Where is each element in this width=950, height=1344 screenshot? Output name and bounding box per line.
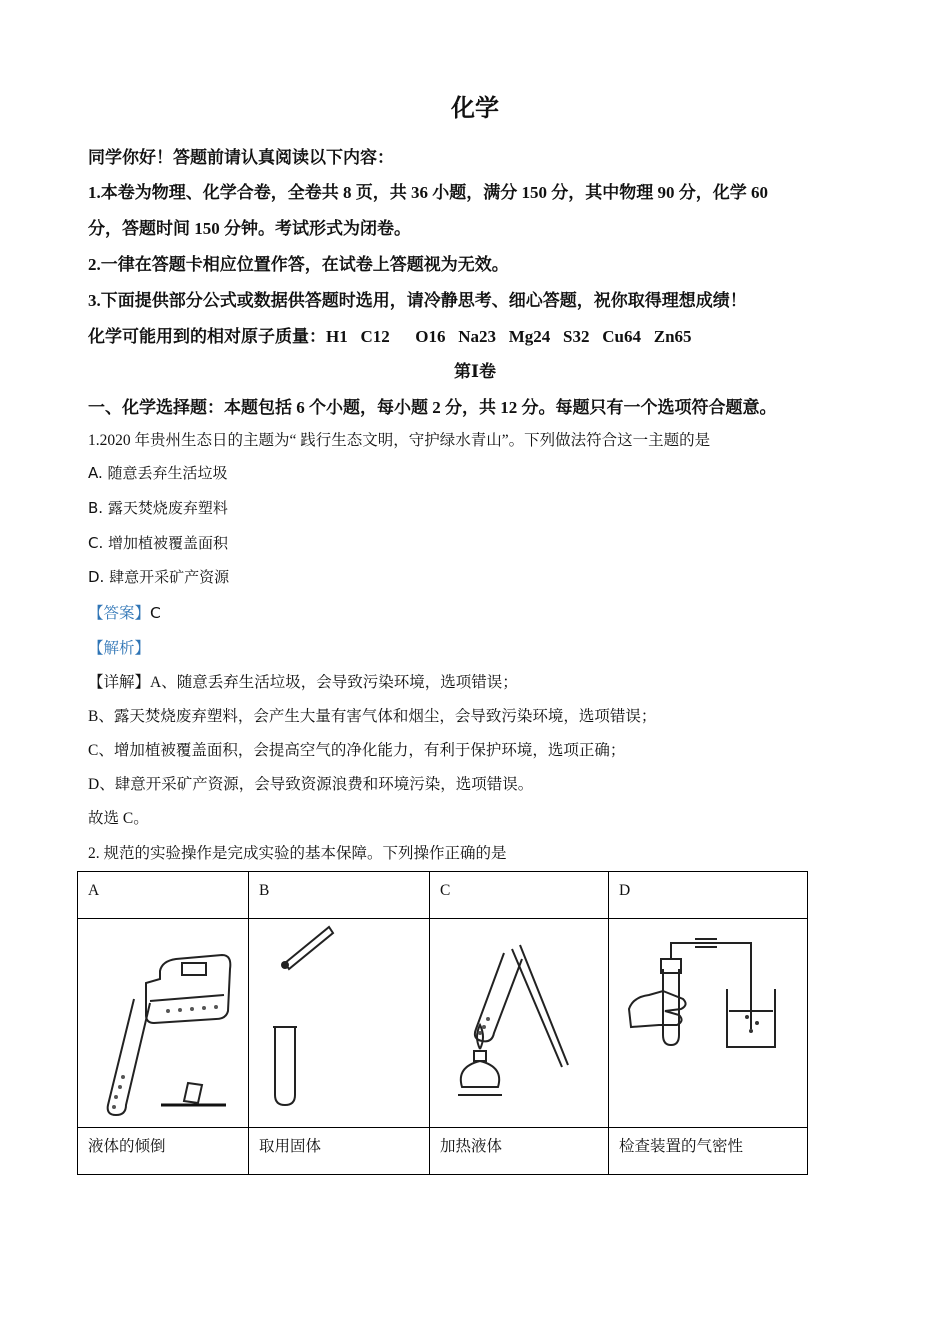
page-title: 化学 bbox=[451, 96, 499, 122]
options-table bbox=[77, 871, 808, 1175]
header-a: A bbox=[78, 872, 249, 919]
detail-b: B、露天焚烧废弃塑料，会产生大量有害气体和烟尘，会导致污染环境，选项错误； bbox=[88, 708, 657, 725]
header-d: D bbox=[609, 872, 808, 919]
image-cell-c bbox=[430, 919, 609, 1128]
intro-rule-3: 3.下面提供部分公式或数据供答题时选用，请冷静思考、细心答题，祝你取得理想成绩！ bbox=[88, 291, 747, 310]
volume-heading: 第Ⅰ卷 bbox=[454, 362, 496, 381]
detail-a: A、随意丢弃生活垃圾，会导致污染环境，选项错误； bbox=[150, 674, 518, 691]
analysis-label: 【解析】 bbox=[88, 640, 151, 657]
answer-value: C bbox=[150, 604, 161, 622]
header-c: C bbox=[430, 872, 609, 919]
intro-rule-1a: 1.本卷为物理、化学合卷，全卷共 8 页，共 36 小题，满分 150 分，其中物理 90 分，化学 60 bbox=[88, 183, 768, 202]
caption-c: 加热液体 bbox=[430, 1128, 609, 1175]
detail-a-line bbox=[88, 670, 518, 692]
detail-c: C、增加植被覆盖面积，会提高空气的净化能力，有利于保护环境，选项正确； bbox=[88, 742, 626, 759]
q1-stem: 1.2020 年贵州生态日的主题为“ 践行生态文明，守护绿水青山”。下列做法符合这一主题的是 bbox=[88, 432, 711, 449]
image-cell-a bbox=[78, 919, 249, 1128]
caption-d: 检查装置的气密性 bbox=[609, 1128, 808, 1175]
atomic-mass-line: 化学可能用到的相对原子质量：H1 C12 O16 Na23 Mg24 S32 Cu64 Zn65 bbox=[88, 327, 692, 346]
intro-rule-1b: 分，答题时间 150 分钟。考试形式为闭卷。 bbox=[88, 219, 411, 238]
answer-label: 【答案】 bbox=[88, 605, 151, 622]
q2-stem: 2. 规范的实验操作是完成实验的基本保障。下列操作正确的是 bbox=[88, 845, 507, 862]
image-cell-b bbox=[249, 919, 430, 1128]
detail-d: D、肆意开采矿产资源，会导致资源浪费和环境污染，选项错误。 bbox=[88, 776, 534, 793]
airtightness-check-illustration bbox=[619, 919, 797, 1126]
image-cell-d bbox=[609, 919, 808, 1128]
intro-greeting: 同学你好！答题前请认真阅读以下内容： bbox=[88, 148, 394, 167]
section-heading: 一、化学选择题：本题包括 6 个小题，每小题 2 分，共 12 分。每题只有一个选项符合题意。 bbox=[88, 398, 777, 417]
heat-liquid-illustration bbox=[440, 919, 598, 1126]
q1-option-c: C. 增加植被覆盖面积 bbox=[88, 534, 229, 552]
pour-liquid-illustration bbox=[88, 919, 238, 1126]
q1-option-d: D. 肆意开采矿产资源 bbox=[88, 568, 230, 586]
take-solid-illustration bbox=[259, 919, 419, 1126]
caption-a: 液体的倾倒 bbox=[78, 1128, 249, 1175]
q1-option-b: B. 露天焚烧废弃塑料 bbox=[88, 499, 228, 517]
answer-line bbox=[88, 601, 161, 623]
caption-b: 取用固体 bbox=[249, 1128, 430, 1175]
detail-label: 【详解】 bbox=[88, 674, 151, 691]
header-b: B bbox=[249, 872, 430, 919]
conclusion: 故选 C。 bbox=[88, 810, 149, 827]
q1-option-a: A. 随意丢弃生活垃圾 bbox=[88, 464, 228, 482]
intro-rule-2: 2.一律在答题卡相应位置作答，在试卷上答题视为无效。 bbox=[88, 255, 509, 274]
